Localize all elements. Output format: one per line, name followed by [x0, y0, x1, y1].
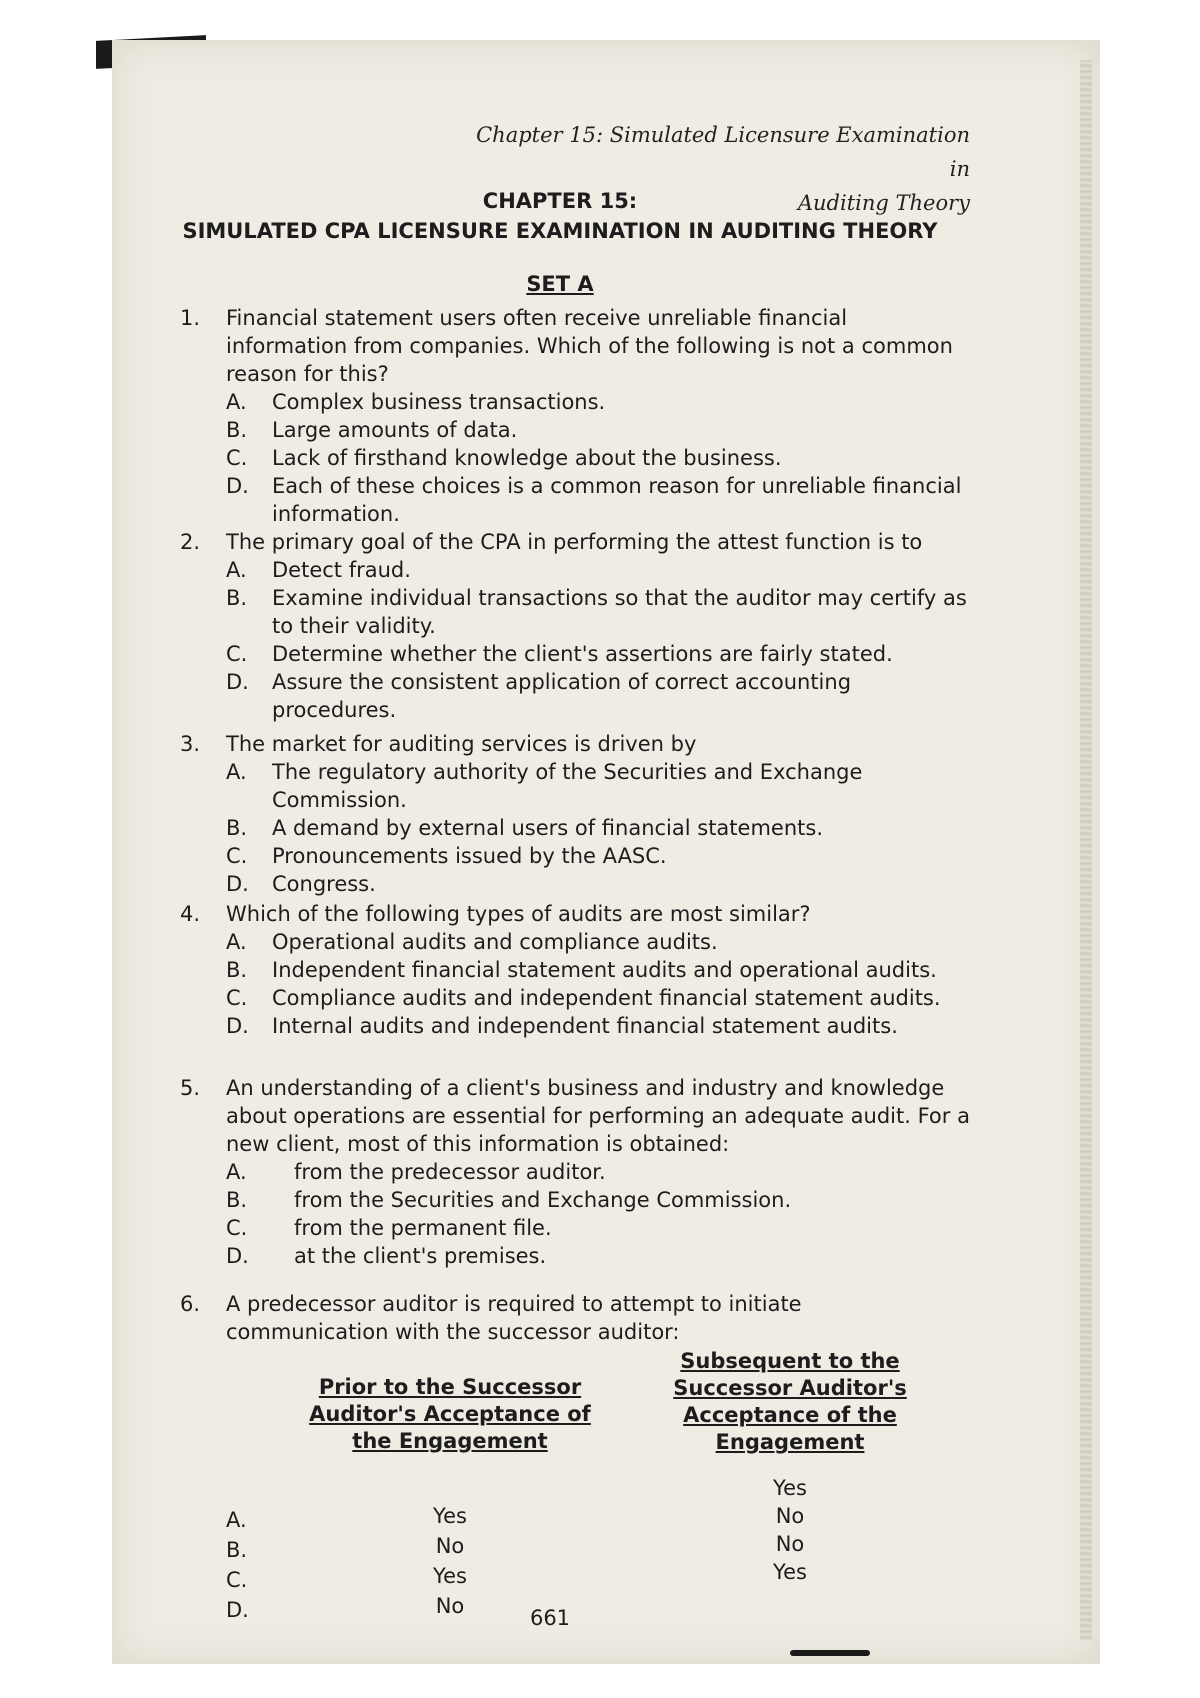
choice-list: [226, 758, 970, 898]
choice-d: [226, 1242, 970, 1270]
choice-text: Congress.: [272, 872, 376, 896]
choice-letter: A.: [226, 760, 247, 784]
choice-letter: C.: [226, 1216, 248, 1240]
cell-subsequent: Yes: [773, 1476, 807, 1500]
choice-letter: C.: [226, 986, 248, 1010]
choice-a: [226, 928, 970, 956]
choice-text: at the client's premises.: [294, 1244, 547, 1268]
choice-list: [226, 556, 970, 724]
choice-letter: B.: [226, 586, 248, 610]
question-3: [180, 730, 970, 919]
choice-text: from the permanent file.: [294, 1216, 552, 1240]
cell-prior: No: [435, 1534, 465, 1558]
row-letter: A.: [226, 1508, 247, 1532]
choice-d: [226, 472, 970, 528]
column-header-subsequent: Subsequent to the Successor Auditor's Acceptance of the Engagement: [673, 1349, 907, 1454]
choice-text: Compliance audits and independent financial statement audits.: [272, 986, 941, 1010]
page-edge: [1080, 60, 1092, 1640]
cell-subsequent: Yes: [773, 1560, 807, 1584]
choice-list: [226, 928, 970, 1040]
choice-letter: B.: [226, 1188, 248, 1212]
cell-prior: No: [435, 1594, 465, 1618]
choice-b: [226, 814, 970, 842]
choice-text: Each of these choices is a common reason for unreliable financial information.: [272, 474, 962, 526]
column-header-prior: Prior to the Successor Auditor's Acceptance of the Engagement: [309, 1375, 591, 1453]
choice-letter: A.: [226, 558, 247, 582]
choice-d: [226, 1012, 970, 1040]
choice-letter: D.: [226, 872, 249, 896]
question-1: [180, 304, 970, 549]
choice-text: Pronouncements issued by the AASC.: [272, 844, 667, 868]
question-number: 5.: [180, 1076, 201, 1100]
choice-letter: D.: [226, 1014, 249, 1038]
row-letter: B.: [226, 1538, 248, 1562]
question-number: 4.: [180, 902, 201, 926]
choice-b: [226, 584, 970, 640]
question-2: [180, 528, 970, 745]
choice-d: [226, 870, 970, 898]
choice-b: [226, 956, 970, 984]
running-head-line-2: Auditing Theory: [797, 191, 970, 215]
question-stem: An understanding of a client's business and industry and knowledge about operations are essential for performing an adequate audit. For a new client, most of this information is obtained:: [226, 1076, 970, 1156]
set-label: SET A: [526, 272, 594, 296]
cell-subsequent: No: [775, 1504, 805, 1528]
question-number: 6.: [180, 1292, 201, 1316]
choice-text: Operational audits and compliance audits.: [272, 930, 718, 954]
choice-text: Large amounts of data.: [272, 418, 518, 442]
chapter-label: CHAPTER 15:: [482, 189, 638, 213]
chapter-title: SIMULATED CPA LICENSURE EXAMINATION IN AUDITING THEORY: [182, 219, 938, 243]
choice-c: [226, 444, 970, 472]
choice-letter: B.: [226, 816, 248, 840]
chapter-heading: [140, 186, 980, 246]
question-number: 3.: [180, 732, 201, 756]
cell-prior: Yes: [433, 1504, 467, 1528]
choice-letter: D.: [226, 1244, 249, 1268]
choice-c: [226, 984, 970, 1012]
choice-b: [226, 416, 970, 444]
choice-a: [226, 758, 970, 814]
choice-letter: D.: [226, 670, 249, 694]
row-letter: C.: [226, 1568, 248, 1592]
choice-letter: B.: [226, 418, 248, 442]
choice-letter: A.: [226, 1160, 247, 1184]
choice-list: [226, 388, 970, 528]
question-stem: The market for auditing services is driven by: [226, 732, 697, 756]
choice-letter: A.: [226, 930, 247, 954]
choice-text: The regulatory authority of the Securities and Exchange Commission.: [272, 760, 863, 812]
bottom-edge-mark: [790, 1650, 870, 1656]
choice-text: A demand by external users of financial statements.: [272, 816, 823, 840]
question-6: [180, 1290, 970, 1346]
choice-letter: B.: [226, 958, 248, 982]
choice-text: from the Securities and Exchange Commission.: [294, 1188, 792, 1212]
choice-text: Internal audits and independent financial statement audits.: [272, 1014, 898, 1038]
choice-letter: D.: [226, 474, 249, 498]
row-letter: D.: [226, 1598, 249, 1622]
choice-text: Determine whether the client's assertions are fairly stated.: [272, 642, 893, 666]
choice-b: [226, 1186, 970, 1214]
choice-letter: A.: [226, 390, 247, 414]
choice-text: Complex business transactions.: [272, 390, 606, 414]
question-4: [180, 900, 970, 1061]
question-number: 2.: [180, 530, 201, 554]
choice-c: [226, 1214, 970, 1242]
question-stem: Financial statement users often receive unreliable financial information from companies. Which of the following is not a common reason for this?: [226, 306, 953, 386]
choice-c: [226, 842, 970, 870]
page-number: 661: [529, 1606, 571, 1630]
question-stem: The primary goal of the CPA in performing the attest function is to: [226, 530, 923, 554]
choice-c: [226, 640, 970, 668]
cell-subsequent: No: [775, 1532, 805, 1556]
choice-text: Assure the consistent application of correct accounting procedures.: [272, 670, 852, 722]
choice-a: [226, 556, 970, 584]
cell-prior: Yes: [433, 1564, 467, 1588]
running-head-line-1: Chapter 15: Simulated Licensure Examination in: [476, 123, 970, 181]
choice-a: [226, 1158, 970, 1186]
choice-text: Independent financial statement audits and operational audits.: [272, 958, 937, 982]
choice-letter: C.: [226, 642, 248, 666]
choice-text: Detect fraud.: [272, 558, 411, 582]
choice-letter: C.: [226, 844, 248, 868]
choice-text: Examine individual transactions so that the auditor may certify as to their validity.: [272, 586, 967, 638]
choice-text: Lack of firsthand knowledge about the business.: [272, 446, 782, 470]
choice-list: [226, 1158, 970, 1270]
choice-a: [226, 388, 970, 416]
choice-letter: C.: [226, 446, 248, 470]
question-number: 1.: [180, 306, 201, 330]
question-stem: A predecessor auditor is required to attempt to initiate communication with the successor auditor:: [226, 1292, 802, 1344]
choice-d: [226, 668, 970, 724]
question-stem: Which of the following types of audits are most similar?: [226, 902, 811, 926]
question-5: [180, 1074, 970, 1291]
choice-text: from the predecessor auditor.: [294, 1160, 606, 1184]
